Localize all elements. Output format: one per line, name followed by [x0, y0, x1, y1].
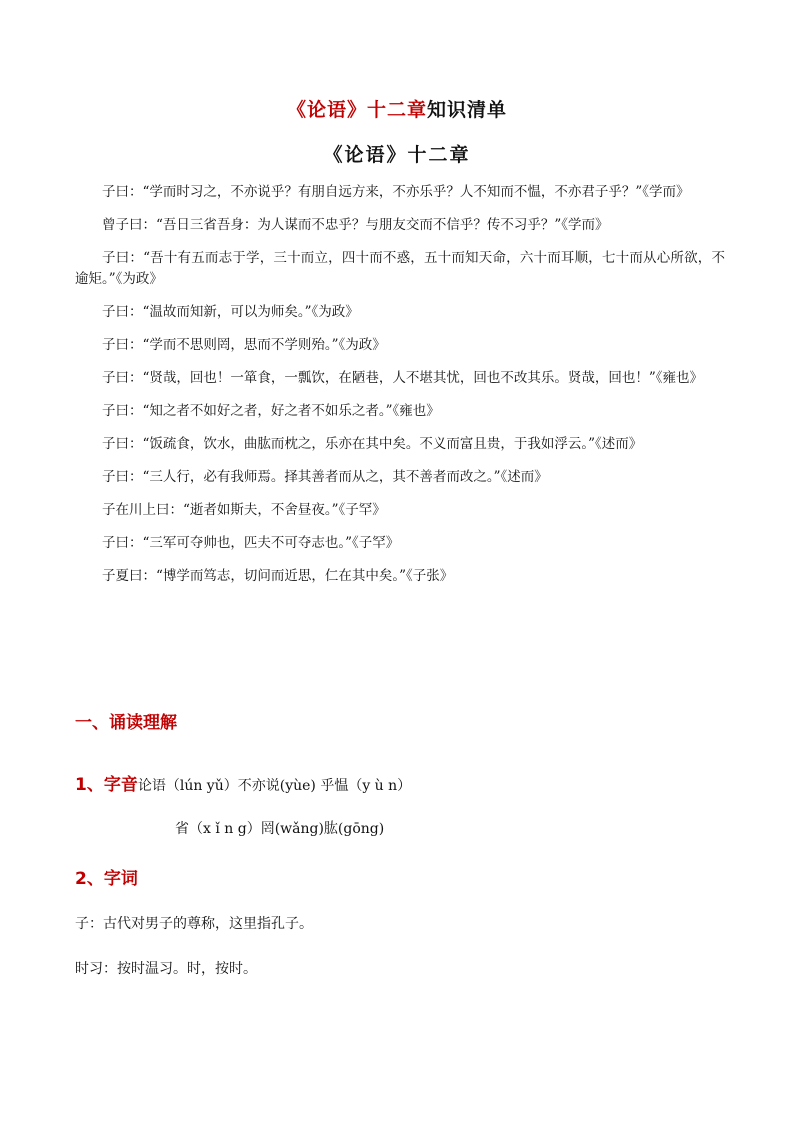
quotes-list: [75, 182, 725, 599]
pronunciation-line-1: 论语（lún yǔ）不亦说(yùe) 乎愠（y ù n）: [137, 778, 412, 794]
quote-paragraph: 子曰：“三军可夺帅也，匹夫不可夺志也。”《子罕》: [102, 535, 400, 551]
quote-paragraph: 子曰：“学而时习之，不亦说乎？有朋自远方来，不亦乐乎？人不知而不愠，不亦君子乎？”《学而》: [102, 184, 690, 200]
pronunciation-line-2: 省（x ǐ n g）罔(wǎng)肱(gōng): [175, 821, 385, 837]
quote-paragraph: 子曰：“温故而知新，可以为师矣。”《为政》: [102, 304, 359, 320]
document-title: [0, 95, 794, 122]
pronunciation-label: 1、字音: [75, 775, 138, 795]
title-black-part: 知识清单: [427, 99, 508, 121]
quote-paragraph: 子夏曰：“博学而笃志，切问而近思，仁在其中矣。”《子张》: [102, 568, 454, 584]
quote-paragraph: 子曰：“知之者不如好之者，好之者不如乐之者。”《雍也》: [102, 403, 440, 419]
quote-paragraph: 曾子曰：“吾日三省吾身：为人谋而不忠乎？与朋友交而不信乎？传不习乎？”《学而》: [102, 217, 609, 233]
quote-paragraph: 子曰：“饭疏食，饮水，曲肱而枕之，乐亦在其中矣。不义而富且贵，于我如浮云。”《述而》: [102, 436, 643, 452]
quote-paragraph: 子曰：“贤哉，回也！一箪食，一瓢饮，在陋巷，人不堪其忧，回也不改其乐。贤哉，回也！”《雍也》: [102, 370, 704, 386]
quote-paragraph: 子曰：“吾十有五而志于学，三十而立，四十而不惑，五十而知天命，六十而耳顺，七十而从心所欲，不逾矩。”《为政》: [75, 250, 725, 287]
quote-paragraph: 子曰：“三人行，必有我师焉。择其善者而从之，其不善者而改之。”《述而》: [102, 469, 548, 485]
definition-item: 子：古代对男子的尊称，这里指孔子。: [75, 916, 313, 932]
title-red-part: 《论语》十二章: [286, 99, 427, 121]
section-heading-words: 2、字词: [75, 869, 138, 889]
definition-item: 时习：按时温习。时，按时。: [75, 961, 257, 977]
section-heading-reading: 一、诵读理解: [75, 713, 177, 733]
quote-paragraph: 子曰：“学而不思则罔，思而不学则殆。”《为政》: [102, 337, 386, 353]
pronunciation-row: [75, 770, 411, 795]
document-subtitle: 《论语》十二章: [323, 144, 471, 166]
quote-paragraph: 子在川上曰：“逝者如斯夫，不舍昼夜。”《子罕》: [102, 502, 386, 518]
